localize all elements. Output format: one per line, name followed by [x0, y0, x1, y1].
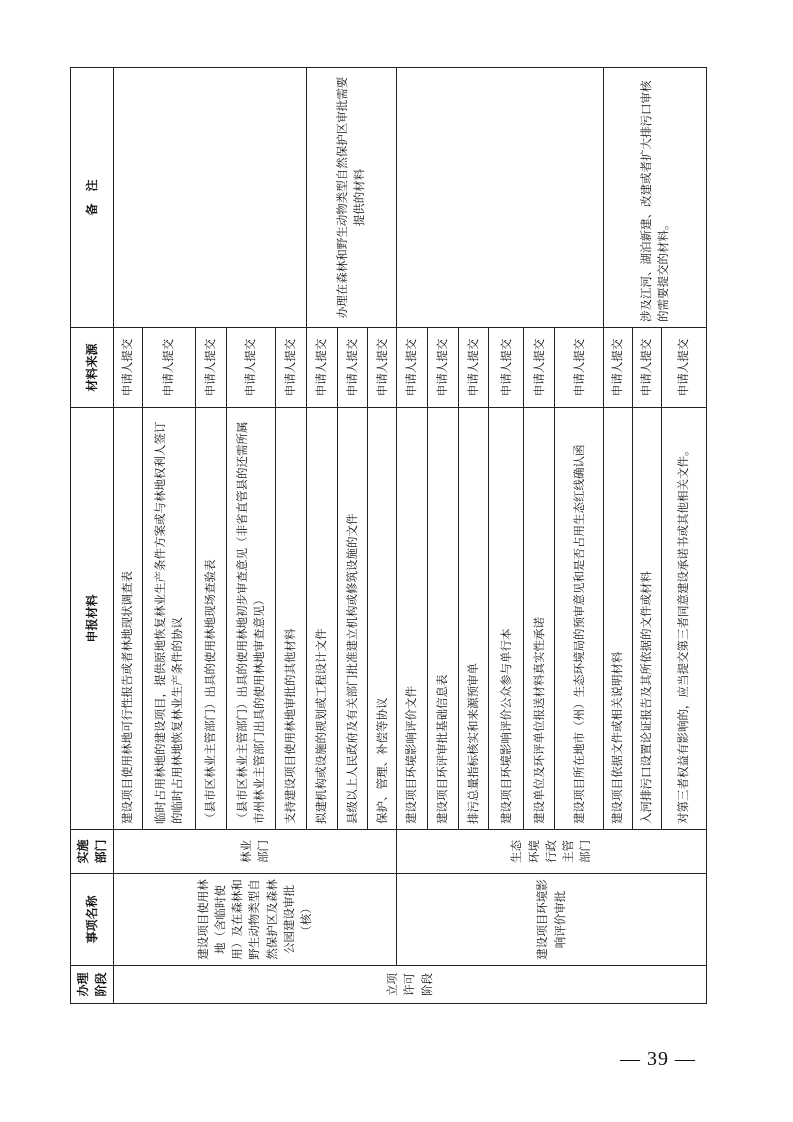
material-cell: 临时占用林地的建设项目，提供原地恢复林业生产条件方案或与林地权利人签订的临时占用林地恢复林业生产条件的协议	[142, 408, 195, 830]
application-materials-table	[70, 67, 707, 1004]
header-materials: 申报材料	[71, 408, 114, 830]
note-cell: 办理在森林和野生动物类型自然保护区审批需要提供的材料	[306, 68, 396, 328]
source-cell: 申请人提交	[226, 328, 275, 408]
material-cell: 建设项目依据文件或相关说明材料	[604, 408, 633, 830]
material-cell: 建设项目使用林地可行性报告或者林地现状调查表	[114, 408, 143, 830]
material-cell: 建设项目环境影响评价公众参与单行本	[489, 408, 524, 830]
source-cell: 申请人提交	[427, 328, 458, 408]
material-cell: 建设项目环境影响评价文件	[397, 408, 428, 830]
table-row	[397, 68, 428, 1004]
rotated-table-container	[70, 68, 707, 1004]
note-cell	[397, 68, 604, 328]
source-cell: 申请人提交	[196, 328, 227, 408]
source-cell: 申请人提交	[368, 328, 397, 408]
source-cell: 申请人提交	[555, 328, 604, 408]
material-cell: 县级以上人民政府及有关部门批准建立机构或修筑设施的文件	[337, 408, 368, 830]
material-cell: 对第三者权益有影响的，应当提交第三者同意建设承诺书或其他相关文件。	[661, 408, 706, 830]
department-eco-env: 生态环境行政主管部门	[397, 830, 707, 874]
header-department: 实施部门	[71, 830, 114, 874]
source-cell: 申请人提交	[142, 328, 195, 408]
material-cell: 保护、管理、补偿等协议	[368, 408, 397, 830]
material-cell: 拟建机构或设施的规划或工程设计文件	[306, 408, 337, 830]
item-name-eia: 建设项目环境影响评价审批	[397, 874, 707, 966]
table-header-row	[71, 68, 114, 1004]
item-name-forestry: 建设项目使用林地（含临时使用）及在森林和野生动物类型自然保护区及森林公园建设审批（核）	[114, 874, 397, 966]
source-cell: 申请人提交	[489, 328, 524, 408]
source-cell: 申请人提交	[306, 328, 337, 408]
note-cell: 涉及江河、湖泊新建、改建或者扩大排污口审核的需要提交的材料。	[604, 68, 707, 328]
source-cell: 申请人提交	[458, 328, 489, 408]
material-cell: 入河排污口设置论证报告及其所依据的文件或材料	[632, 408, 661, 830]
source-cell: 申请人提交	[276, 328, 307, 408]
source-cell: 申请人提交	[604, 328, 633, 408]
header-item-name: 事项名称	[71, 874, 114, 966]
source-cell: 申请人提交	[524, 328, 555, 408]
page-number: — 39 —	[620, 1048, 696, 1070]
table-row	[114, 68, 143, 1004]
source-cell: 申请人提交	[337, 328, 368, 408]
header-note: 备 注	[71, 68, 114, 328]
material-cell: （县市区林业主管部门）出具的使用林地现场查验表	[196, 408, 227, 830]
source-cell: 申请人提交	[114, 328, 143, 408]
material-cell: （县市区林业主管部门）出具的使用林地初步审查意见（非省直管县的还需所属市州林业主管部门出具的使用林地审查意见）	[226, 408, 275, 830]
stage-cell: 立项许可阶段	[114, 966, 707, 1004]
department-forestry: 林业部门	[114, 830, 397, 874]
material-cell: 建设项目所在地市（州）生态环境局的预审意见和是否占用生态红线确认函	[555, 408, 604, 830]
note-cell	[114, 68, 307, 328]
source-cell: 申请人提交	[397, 328, 428, 408]
source-cell: 申请人提交	[632, 328, 661, 408]
header-source: 材料来源	[71, 328, 114, 408]
source-cell: 申请人提交	[661, 328, 706, 408]
material-cell: 建设项目环评审批基础信息表	[427, 408, 458, 830]
header-stage: 办理阶段	[71, 966, 114, 1004]
material-cell: 支持建设项目使用林地审批的其他材料	[276, 408, 307, 830]
material-cell: 建设单位及环评单位报送材料真实性承诺	[524, 408, 555, 830]
material-cell: 排污总量指标核实和来源预审单	[458, 408, 489, 830]
